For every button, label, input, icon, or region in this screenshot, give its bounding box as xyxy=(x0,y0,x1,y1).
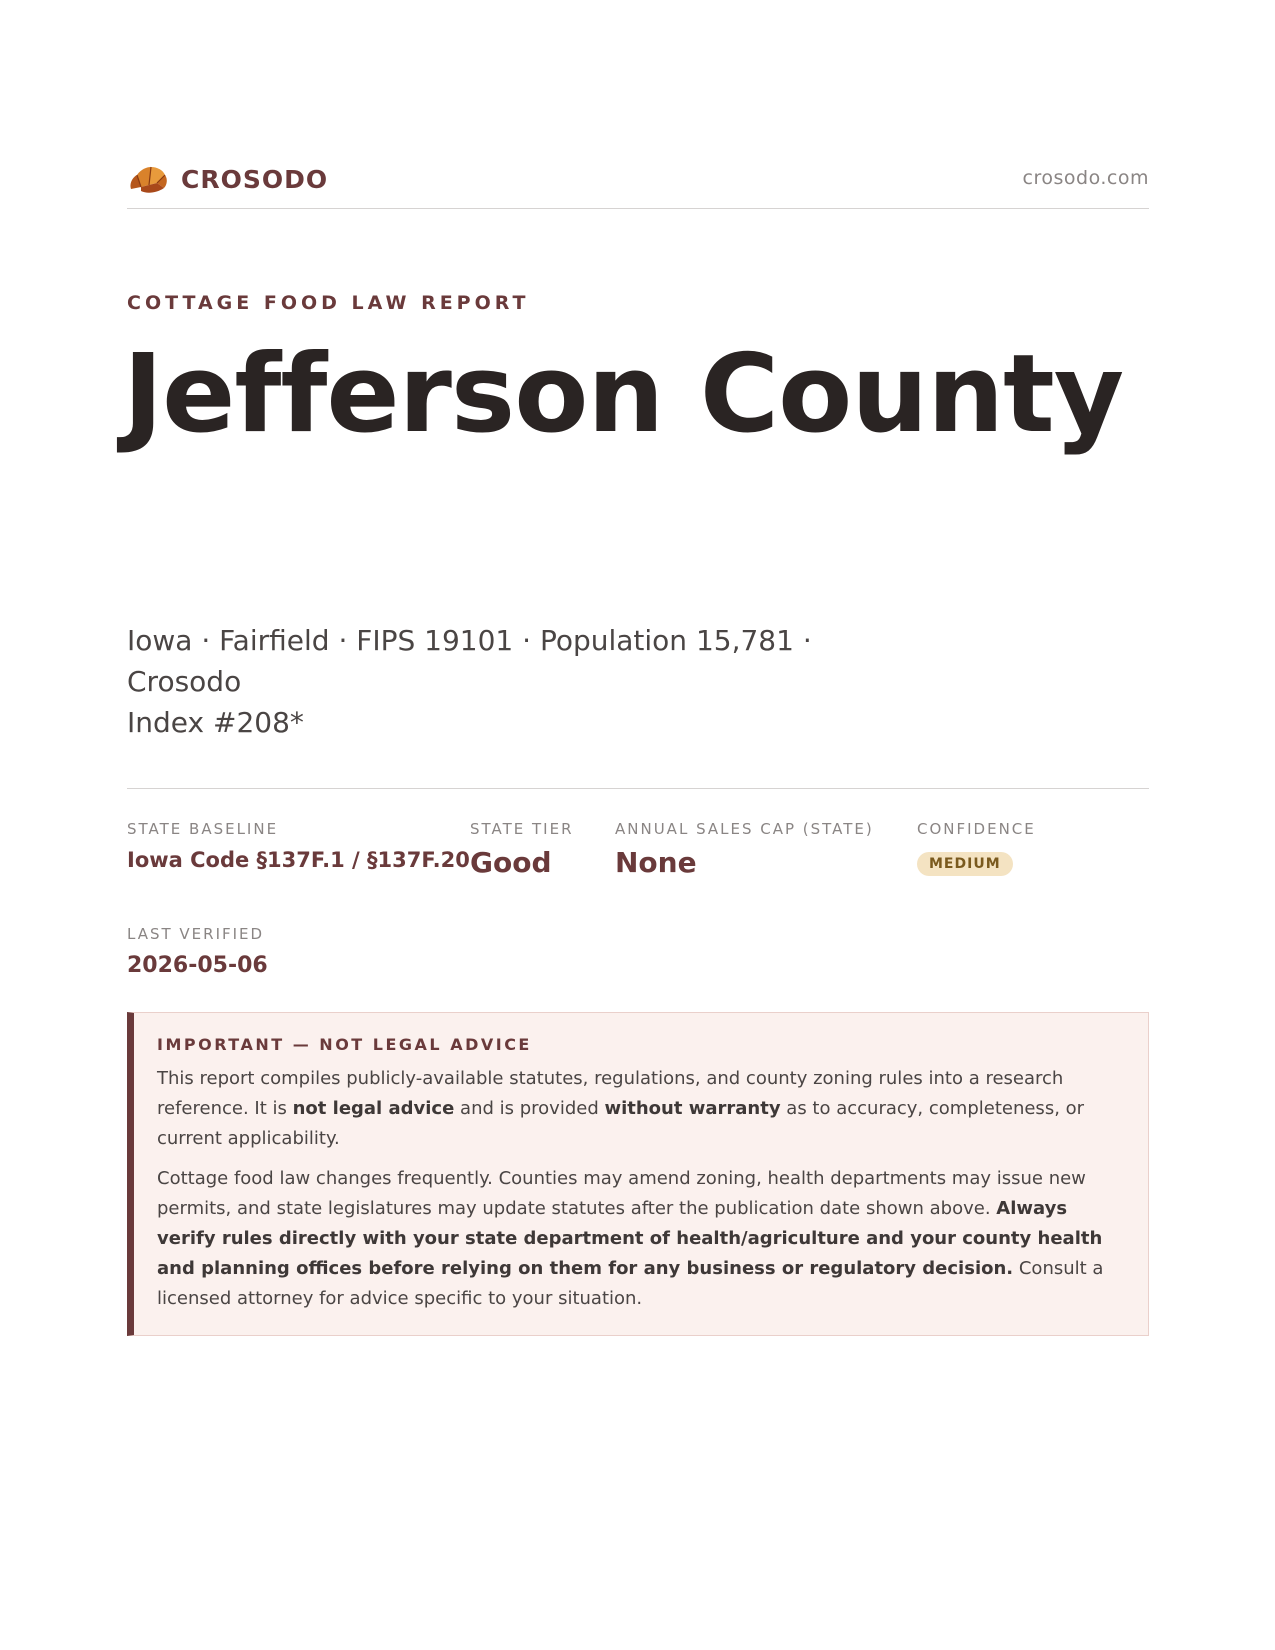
croissant-icon xyxy=(127,161,169,197)
stat-state-tier xyxy=(470,820,574,879)
confidence-badge: MEDIUM xyxy=(917,852,1013,876)
stat-sales-cap xyxy=(615,820,874,879)
stat-value: 2026-05-06 xyxy=(127,953,268,978)
stat-value: None xyxy=(615,846,697,879)
stat-label: ANNUAL SALES CAP (STATE) xyxy=(615,820,874,838)
brand[interactable] xyxy=(127,161,328,197)
stat-confidence xyxy=(917,820,1036,876)
county-summary-line xyxy=(127,620,927,743)
stat-state-baseline xyxy=(127,820,470,872)
page-header xyxy=(127,157,1149,209)
county-summary-line-2: Index #208* xyxy=(127,706,304,739)
stat-label: LAST VERIFIED xyxy=(127,925,265,943)
disclaimer-paragraph-1: This report compiles publicly-available statutes, regulations, and county zoning rules into a research reference. It is not legal advice and is provided without warranty as to accuracy, completeness, or current applicability. xyxy=(157,1068,1085,1149)
stat-last-verified xyxy=(127,925,268,978)
disclaimer-paragraph-2: Cottage food law changes frequently. Counties may amend zoning, health departments may issue new permits, and state legislatures may update statutes after the publication date shown above. Always verify rules directly with your state department of health/agriculture and your county health and planning offices before relying on them for any business or regulatory decision. Consult a licensed attorney for advice specific to your situation. xyxy=(157,1168,1104,1309)
section-divider xyxy=(127,788,1149,789)
disclaimer-title: IMPORTANT — NOT LEGAL ADVICE xyxy=(157,1035,532,1054)
report-eyebrow: COTTAGE FOOD LAW REPORT xyxy=(127,292,530,314)
brand-name: CROSODO xyxy=(181,164,329,194)
report-page xyxy=(123,0,1149,1650)
county-title: Jefferson County xyxy=(123,332,1124,457)
stat-label: CONFIDENCE xyxy=(917,820,1036,838)
county-summary-line-1: Iowa · Fairfield · FIPS 19101 · Population 15,781 · Crosodo xyxy=(127,624,812,698)
stat-value: Good xyxy=(470,846,552,879)
stat-label: STATE BASELINE xyxy=(127,820,279,838)
stat-label: STATE TIER xyxy=(470,820,574,838)
stat-value: Iowa Code §137F.1 / §137F.20 xyxy=(127,848,470,872)
legal-disclaimer-box xyxy=(127,1012,1149,1336)
site-url-link[interactable]: crosodo.com xyxy=(1022,167,1149,189)
